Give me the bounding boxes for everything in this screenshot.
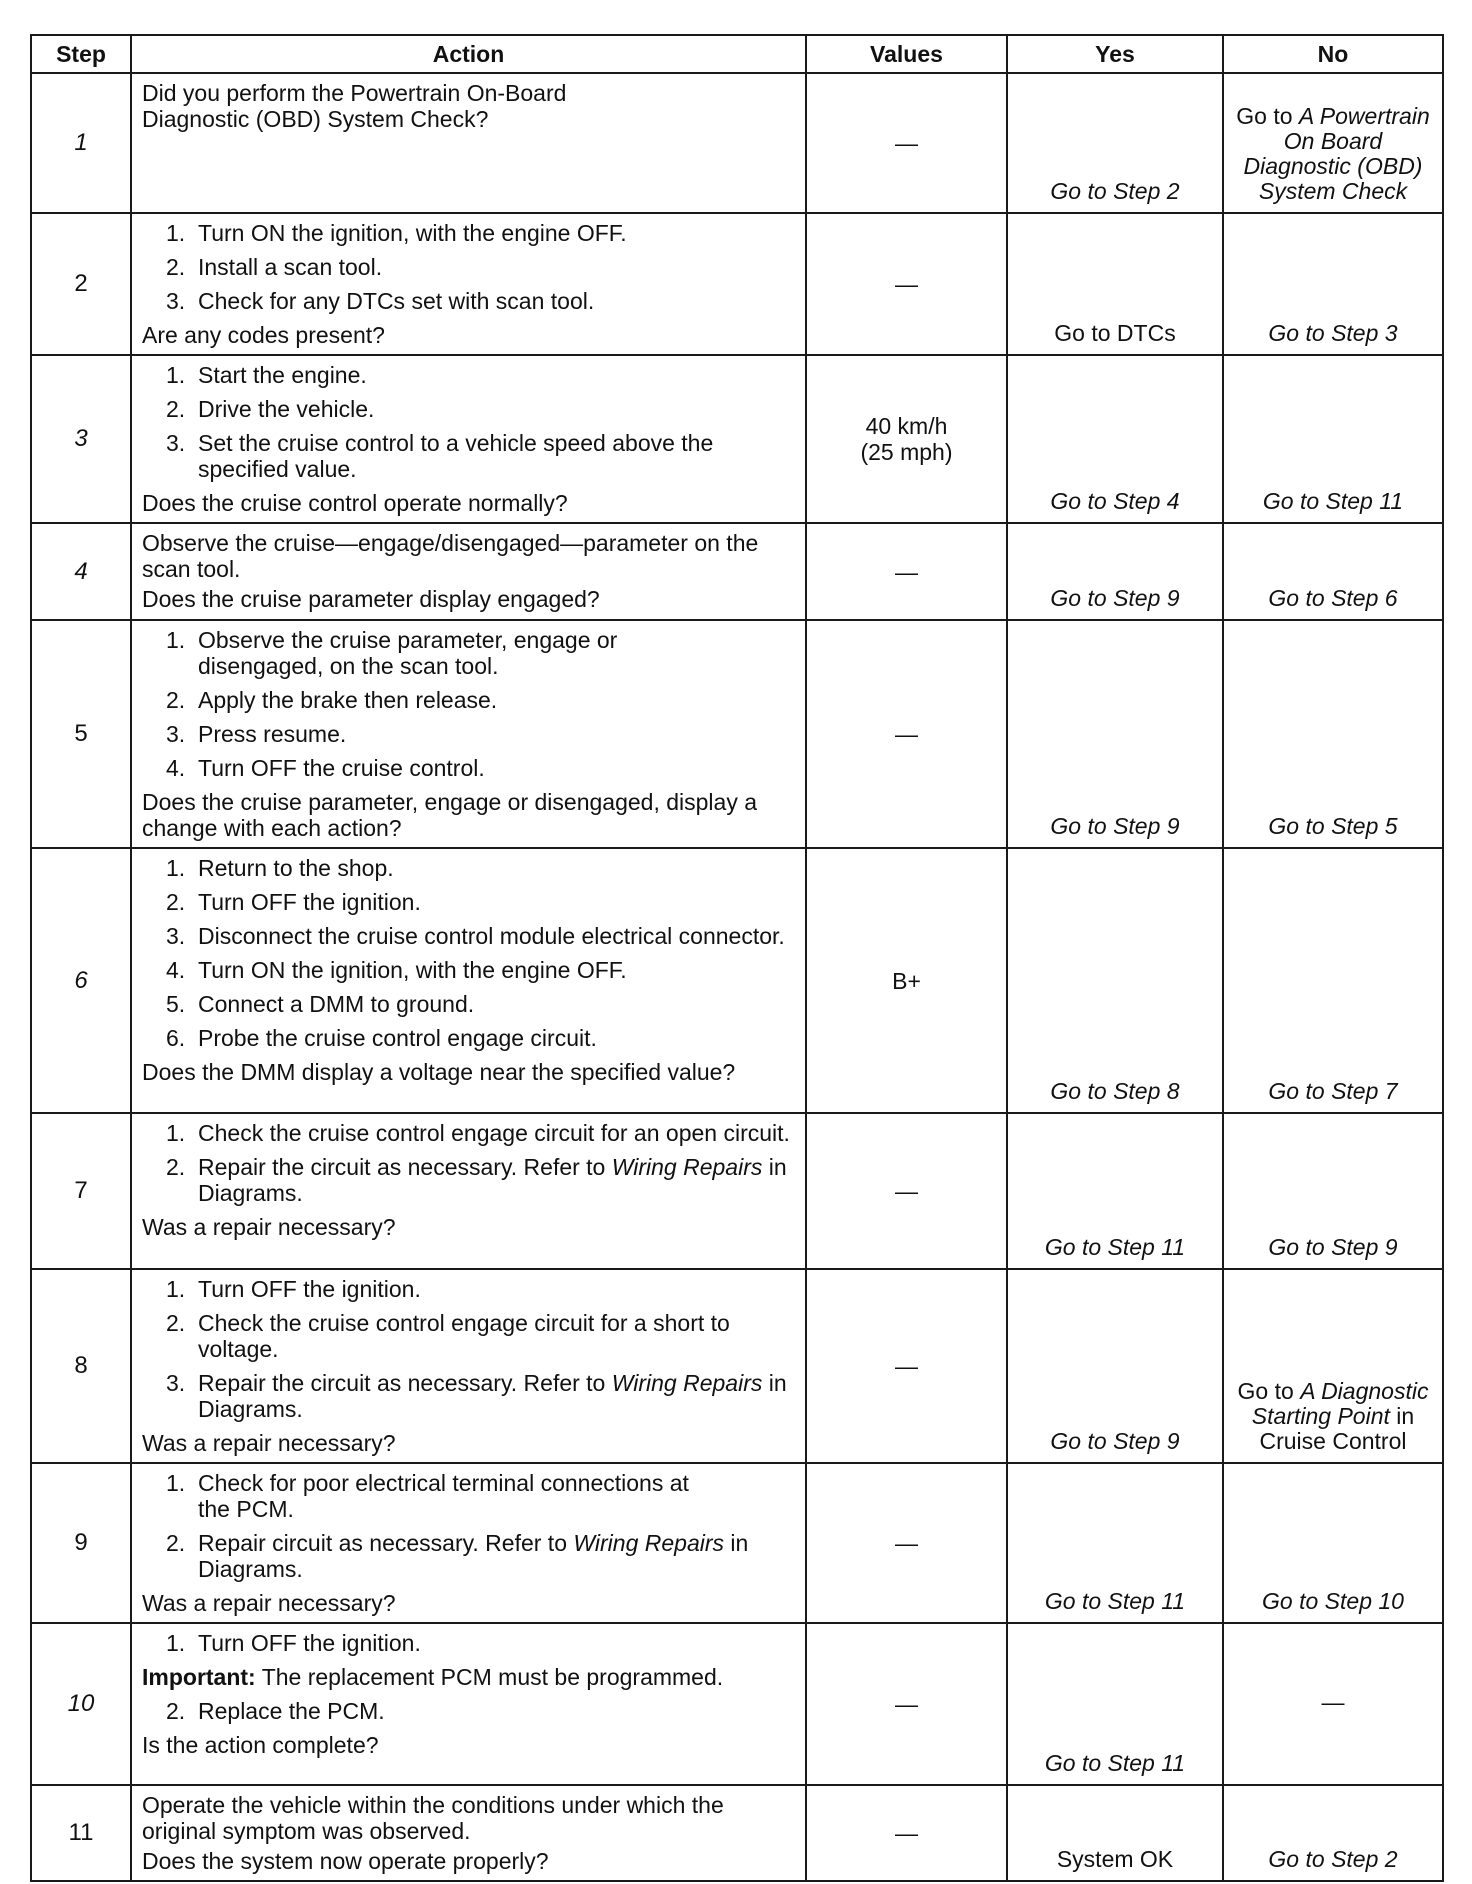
no-cell: Go to Step 7	[1223, 848, 1443, 1113]
action-list	[142, 855, 797, 1051]
action-item: 3. Set the cruise control to a vehicle speed above the specified value.	[166, 430, 714, 482]
values-cell	[806, 848, 1007, 1113]
no-cell: Go to Step 11	[1223, 355, 1443, 523]
dash-value: —	[895, 558, 918, 585]
dash-value: —	[895, 1691, 918, 1717]
step-number: 2	[31, 213, 131, 355]
action-question: Does the cruise control operate normally?	[142, 490, 568, 516]
action-question: Does the DMM display a voltage near the specified value?	[142, 1059, 736, 1085]
yes-cell: Go to Step 9	[1007, 523, 1223, 620]
header-values: Values	[806, 35, 1007, 73]
values-cell	[806, 73, 1007, 213]
dash-value: —	[895, 130, 918, 156]
step-row-5	[31, 620, 1443, 848]
values-cell	[806, 1269, 1007, 1463]
yes-cell: Go to Step 11	[1007, 1623, 1223, 1785]
values-cell	[806, 1785, 1007, 1881]
yes-cell: Go to Step 11	[1007, 1113, 1223, 1269]
action-list	[142, 1630, 797, 1656]
step-number: 3	[31, 355, 131, 523]
step-row-3	[31, 355, 1443, 523]
action-item: 2. Apply the brake then release.	[166, 687, 498, 713]
action-text: Operate the vehicle within the conditions under which the original symptom was observed.	[142, 1792, 724, 1844]
important-note: Important: The replacement PCM must be programmed.	[142, 1664, 724, 1690]
action-item: 1. Check for poor electrical terminal connections at the PCM.	[166, 1470, 689, 1522]
action-item: 3. Repair the circuit as necessary. Refer to Wiring Repairs in Diagrams.	[166, 1370, 787, 1422]
yes-cell: Go to Step 9	[1007, 1269, 1223, 1463]
action-item: 1. Turn OFF the ignition.	[166, 1276, 421, 1302]
diagnostic-table	[30, 34, 1444, 1882]
values-cell	[806, 213, 1007, 355]
action-list	[142, 1276, 797, 1422]
action-question: Does the system now operate properly?	[142, 1848, 549, 1874]
action-item: 1. Check the cruise control engage circuit for an open circuit.	[166, 1120, 790, 1146]
action-item: 5. Connect a DMM to ground.	[166, 991, 475, 1017]
dash-value: —	[895, 1353, 918, 1379]
value-speed-kmh: 40 km/h	[865, 413, 948, 439]
header-no: No	[1223, 35, 1443, 73]
step-number: 8	[31, 1269, 131, 1463]
header-step: Step	[31, 35, 131, 73]
step-row-9	[31, 1463, 1443, 1623]
action-cell	[131, 848, 806, 1113]
action-item: 4. Turn OFF the cruise control.	[166, 755, 485, 781]
action-item: 2. Repair the circuit as necessary. Refer to Wiring Repairs in Diagrams.	[166, 1154, 787, 1206]
action-list	[142, 362, 797, 482]
action-question: Was a repair necessary?	[142, 1430, 396, 1456]
action-item: 2. Replace the PCM.	[166, 1698, 385, 1724]
yes-cell: Go to Step 4	[1007, 355, 1223, 523]
step-number: 7	[31, 1113, 131, 1269]
step-row-6	[31, 848, 1443, 1113]
dash-value: —	[895, 1530, 918, 1556]
no-cell: Go to A Powertrain On Board Diagnostic (OBD) System Check	[1223, 73, 1443, 213]
action-item: 1. Start the engine.	[166, 362, 367, 388]
step-row-1	[31, 73, 1443, 213]
step-row-11	[31, 1785, 1443, 1881]
action-cell	[131, 523, 806, 620]
action-item: 4. Turn ON the ignition, with the engine OFF.	[166, 957, 627, 983]
action-item: 6. Probe the cruise control engage circuit.	[166, 1025, 597, 1051]
dash-value: —	[1321, 1688, 1345, 1715]
yes-cell: System OK	[1007, 1785, 1223, 1881]
action-question: Was a repair necessary?	[142, 1590, 396, 1616]
action-list	[142, 627, 797, 781]
action-text: Did you perform the Powertrain On-Board Diagnostic (OBD) System Check?	[142, 80, 567, 132]
action-question: Was a repair necessary?	[142, 1214, 396, 1240]
yes-cell: Go to Step 9	[1007, 620, 1223, 848]
action-cell	[131, 213, 806, 355]
yes-cell: Go to Step 11	[1007, 1463, 1223, 1623]
dash-value: —	[895, 271, 918, 297]
header-yes: Yes	[1007, 35, 1223, 73]
action-list	[142, 1470, 797, 1582]
values-cell	[806, 523, 1007, 620]
action-cell	[131, 1785, 806, 1881]
action-item: 2. Turn OFF the ignition.	[166, 889, 421, 915]
step-row-7	[31, 1113, 1443, 1269]
no-cell: Go to Step 9	[1223, 1113, 1443, 1269]
no-cell: Go to Step 3	[1223, 213, 1443, 355]
action-item: 2. Check the cruise control engage circuit for a short to voltage.	[166, 1310, 730, 1362]
action-question: Are any codes present?	[142, 322, 385, 348]
dash-value: —	[895, 1820, 918, 1846]
header-action: Action	[131, 35, 806, 73]
action-item: 1. Return to the shop.	[166, 855, 394, 881]
action-list	[142, 1698, 797, 1724]
step-number: 5	[31, 620, 131, 848]
action-list	[142, 1120, 797, 1206]
action-cell	[131, 1623, 806, 1785]
step-row-4	[31, 523, 1443, 620]
action-item: 1. Turn OFF the ignition.	[166, 1630, 421, 1656]
action-text: Observe the cruise—engage/disengaged—parameter on the scan tool.	[142, 530, 759, 582]
action-item: 3. Check for any DTCs set with scan tool.	[166, 288, 595, 314]
action-question: Is the action complete?	[142, 1732, 379, 1758]
yes-cell: Go to Step 2	[1007, 73, 1223, 213]
action-cell	[131, 1463, 806, 1623]
step-number: 9	[31, 1463, 131, 1623]
dash-value: —	[895, 721, 918, 747]
action-question: Does the cruise parameter display engaged?	[142, 586, 600, 612]
no-cell: Go to Step 2	[1223, 1785, 1443, 1881]
step-number: 11	[31, 1785, 131, 1881]
no-cell: Go to A Diagnostic Starting Point in Cruise Control	[1223, 1269, 1443, 1463]
action-item: 2. Drive the vehicle.	[166, 396, 375, 422]
no-cell: Go to Step 5	[1223, 620, 1443, 848]
action-list	[142, 220, 797, 314]
step-number: 10	[31, 1623, 131, 1785]
yes-cell: Go to Step 8	[1007, 848, 1223, 1113]
action-item: 2. Install a scan tool.	[166, 254, 383, 280]
no-cell: Go to Step 10	[1223, 1463, 1443, 1623]
no-cell	[1223, 1623, 1443, 1785]
action-item: 1. Observe the cruise parameter, engage or disengaged, on the scan tool.	[166, 627, 618, 679]
step-number: 1	[31, 73, 131, 213]
action-cell	[131, 1113, 806, 1269]
no-cell: Go to Step 6	[1223, 523, 1443, 620]
step-row-2	[31, 213, 1443, 355]
value-voltage: B+	[892, 967, 921, 994]
values-cell	[806, 620, 1007, 848]
step-row-8	[31, 1269, 1443, 1463]
action-item: 2. Repair circuit as necessary. Refer to Wiring Repairs in Diagrams.	[166, 1530, 749, 1582]
dash-value: —	[895, 1178, 918, 1204]
step-number: 6	[31, 848, 131, 1113]
action-item: 1. Turn ON the ignition, with the engine OFF.	[166, 220, 627, 246]
action-item: 3. Disconnect the cruise control module electrical connector.	[166, 923, 785, 949]
step-number: 4	[31, 523, 131, 620]
values-cell	[806, 1623, 1007, 1785]
value-speed-mph: (25 mph)	[860, 439, 953, 465]
action-item: 3. Press resume.	[166, 721, 347, 747]
header-row	[31, 35, 1443, 73]
action-cell	[131, 1269, 806, 1463]
action-cell	[131, 355, 806, 523]
step-row-10	[31, 1623, 1443, 1785]
yes-cell: Go to DTCs	[1007, 213, 1223, 355]
values-cell	[806, 1113, 1007, 1269]
values-cell	[806, 355, 1007, 523]
action-cell	[131, 73, 806, 213]
action-cell	[131, 620, 806, 848]
values-cell	[806, 1463, 1007, 1623]
action-question: Does the cruise parameter, engage or disengaged, display a change with each action?	[142, 789, 758, 841]
